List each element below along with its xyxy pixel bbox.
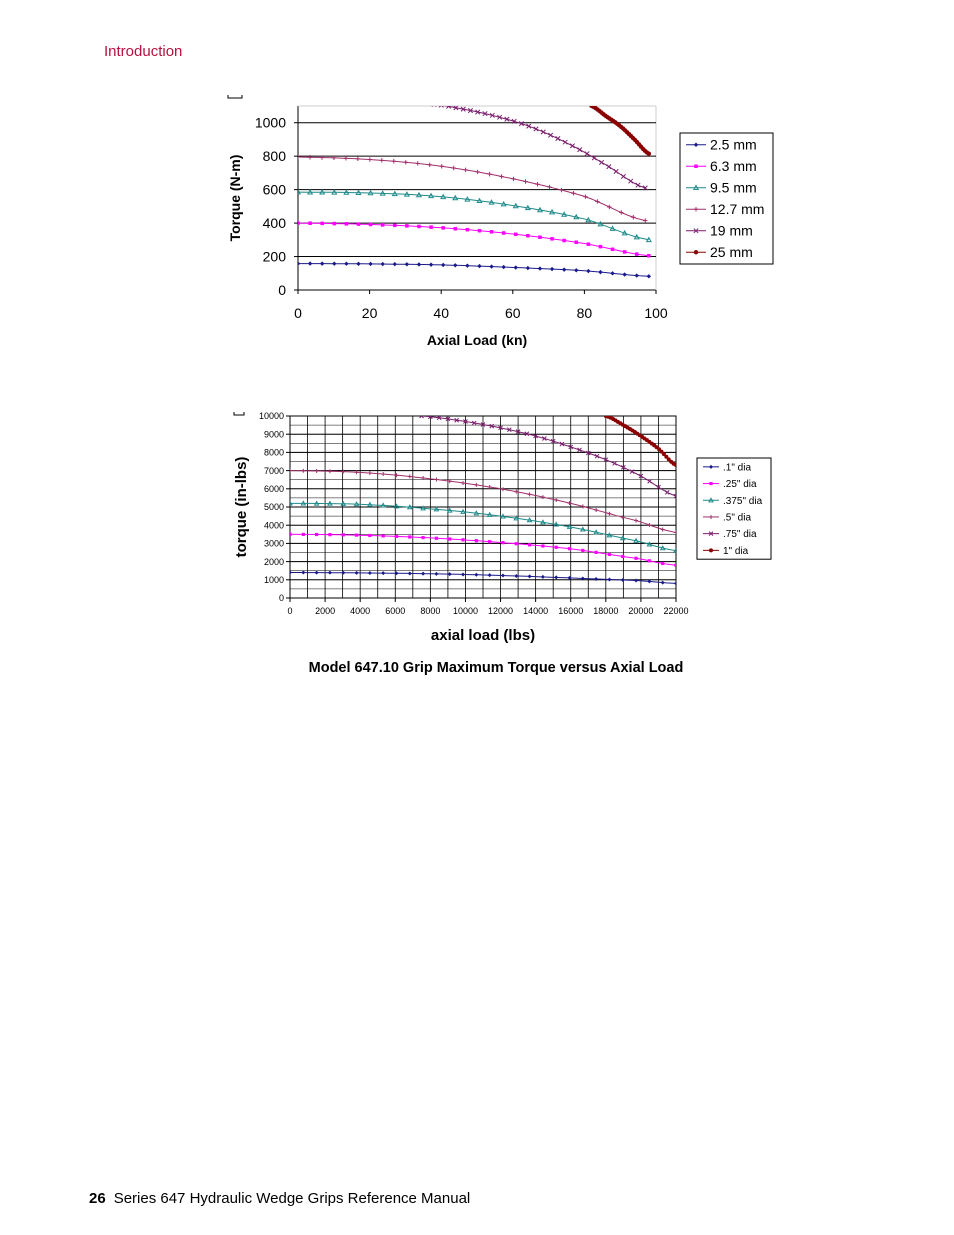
y-tick-label: 8000 xyxy=(263,447,284,458)
data-point xyxy=(368,534,371,537)
legend-entry: .1" dia xyxy=(723,462,752,474)
data-point xyxy=(474,483,478,487)
data-point xyxy=(422,536,425,539)
x-tick-label: 4000 xyxy=(350,606,371,616)
legend-entry: .25" dia xyxy=(723,479,757,491)
x-axis-label: axial load (lbs) xyxy=(430,627,536,644)
y-tick-label: 800 xyxy=(262,148,286,165)
data-point xyxy=(607,577,611,581)
data-point xyxy=(554,575,558,579)
y-tick-label: 200 xyxy=(262,248,286,265)
x-tick-label: 60 xyxy=(505,305,521,321)
y-tick-label: 4000 xyxy=(263,520,284,531)
data-point xyxy=(674,530,678,534)
data-point xyxy=(421,476,425,480)
legend-swatch-marker xyxy=(709,548,713,552)
data-point xyxy=(661,562,664,565)
legend-entry: .375" dia xyxy=(723,495,763,507)
data-point xyxy=(674,463,678,467)
y-tick-label: 2000 xyxy=(263,556,284,567)
y-tick-label: 600 xyxy=(262,181,286,198)
legend-entry: 19 mm xyxy=(710,222,753,239)
series-line xyxy=(422,416,676,496)
data-point xyxy=(528,574,532,578)
x-tick-label: 6000 xyxy=(385,606,406,616)
x-tick-label: 80 xyxy=(576,305,593,321)
legend-entry: 1" dia xyxy=(723,545,749,557)
data-point xyxy=(461,481,465,485)
data-point xyxy=(302,533,305,536)
legend-entry: .5" dia xyxy=(723,512,752,524)
data-point xyxy=(382,534,385,537)
x-tick-label: 0 xyxy=(287,606,293,616)
data-point xyxy=(501,574,505,578)
data-point xyxy=(355,534,358,537)
data-point xyxy=(301,469,305,473)
data-point xyxy=(328,533,331,536)
data-point xyxy=(434,478,438,482)
data-point xyxy=(661,527,665,531)
legend-entry: .75" dia xyxy=(723,529,757,541)
x-tick-label: 2000 xyxy=(315,606,336,616)
y-axis-label: torque (in-lbs) xyxy=(233,456,250,558)
data-point xyxy=(435,537,438,540)
data-point xyxy=(541,575,545,579)
data-point xyxy=(315,469,319,473)
data-point xyxy=(341,571,345,575)
data-point xyxy=(342,533,345,536)
data-point xyxy=(554,498,558,502)
data-point xyxy=(621,578,625,582)
data-point xyxy=(594,508,598,512)
y-tick-label: 3000 xyxy=(263,538,284,549)
data-point xyxy=(328,571,332,575)
y-tick-label: 0 xyxy=(278,593,284,604)
data-point xyxy=(395,535,398,538)
y-tick-label: 400 xyxy=(262,214,286,231)
section-header: Introduction xyxy=(104,43,183,60)
data-point xyxy=(315,533,318,536)
x-tick-label: 8000 xyxy=(420,606,441,616)
data-point xyxy=(541,495,545,499)
y-axis-label: Torque (N-m) xyxy=(227,154,243,242)
x-tick-label: 18000 xyxy=(593,606,619,616)
y-tick-label: 6000 xyxy=(263,483,284,494)
y-tick-label: 10000 xyxy=(258,411,284,422)
x-tick-label: 100 xyxy=(644,305,668,321)
y-tick-label: 9000 xyxy=(263,429,284,440)
data-point xyxy=(301,571,305,575)
legend-entry: 12.7 mm xyxy=(710,201,765,218)
y-tick-label: 1000 xyxy=(254,114,286,131)
data-point xyxy=(315,571,319,575)
data-point xyxy=(634,557,637,560)
x-tick-label: 20 xyxy=(361,305,378,321)
data-point xyxy=(408,535,411,538)
data-point xyxy=(488,540,491,543)
data-point xyxy=(448,572,452,576)
x-tick-label: 16000 xyxy=(558,606,584,616)
x-tick-label: 20000 xyxy=(628,606,654,616)
page-number: 26 xyxy=(89,1190,106,1207)
x-tick-label: 22000 xyxy=(663,606,689,616)
data-point xyxy=(648,559,651,562)
data-point xyxy=(595,551,598,554)
data-point xyxy=(475,539,478,542)
legend xyxy=(697,458,771,559)
x-tick-label: 10000 xyxy=(452,606,478,616)
data-point xyxy=(568,547,571,550)
x-axis-label: Axial Load (kn) xyxy=(426,332,528,348)
y-tick-label: 5000 xyxy=(263,502,284,513)
data-point xyxy=(515,542,518,545)
data-point xyxy=(647,523,651,527)
data-point xyxy=(368,471,372,475)
data-point xyxy=(674,564,677,567)
y-tick-label: 0 xyxy=(278,281,286,298)
corner-mark xyxy=(234,412,244,415)
data-point xyxy=(634,519,638,523)
data-point xyxy=(461,538,464,541)
data-point xyxy=(607,512,611,516)
data-point xyxy=(661,581,665,585)
data-point xyxy=(461,572,465,576)
data-point xyxy=(665,490,669,494)
legend-entry: 2.5 mm xyxy=(710,136,757,153)
y-tick-label: 1000 xyxy=(263,574,284,585)
data-point xyxy=(581,504,585,508)
x-tick-label: 40 xyxy=(433,305,449,321)
legend-entry: 9.5 mm xyxy=(710,179,757,196)
legend-entry: 25 mm xyxy=(710,244,753,261)
y-tick-label: 7000 xyxy=(263,465,284,476)
data-point xyxy=(528,543,531,546)
data-point xyxy=(528,492,532,496)
data-point xyxy=(408,475,412,479)
data-point xyxy=(501,541,504,544)
data-point xyxy=(368,571,372,575)
data-point xyxy=(288,571,292,575)
data-point xyxy=(421,572,425,576)
data-point xyxy=(594,577,598,581)
data-point xyxy=(488,573,492,577)
data-point xyxy=(408,571,412,575)
data-point xyxy=(608,553,611,556)
legend-swatch-marker xyxy=(709,482,712,485)
data-point xyxy=(381,571,385,575)
data-point xyxy=(613,461,617,465)
figure-caption: Model 647.10 Grip Maximum Torque versus Axial Load xyxy=(308,660,684,676)
data-point xyxy=(355,571,359,575)
data-point xyxy=(621,555,624,558)
data-point xyxy=(634,579,638,583)
data-point xyxy=(434,572,438,576)
data-point xyxy=(514,490,518,494)
data-point xyxy=(501,487,505,491)
data-point xyxy=(514,574,518,578)
data-point xyxy=(448,537,451,540)
data-point xyxy=(581,549,584,552)
data-point xyxy=(381,472,385,476)
data-point xyxy=(674,581,678,585)
data-point xyxy=(541,544,544,547)
legend-entry: 6.3 mm xyxy=(710,158,757,175)
page-footer xyxy=(89,1190,470,1207)
data-point xyxy=(474,573,478,577)
x-tick-label: 0 xyxy=(294,305,302,321)
x-tick-label: 12000 xyxy=(488,606,514,616)
data-point xyxy=(328,469,332,473)
x-tick-label: 14000 xyxy=(523,606,549,616)
manual-title: Series 647 Hydraulic Wedge Grips Reference Manual xyxy=(113,1190,471,1207)
data-point xyxy=(555,546,558,549)
data-point xyxy=(288,533,291,536)
